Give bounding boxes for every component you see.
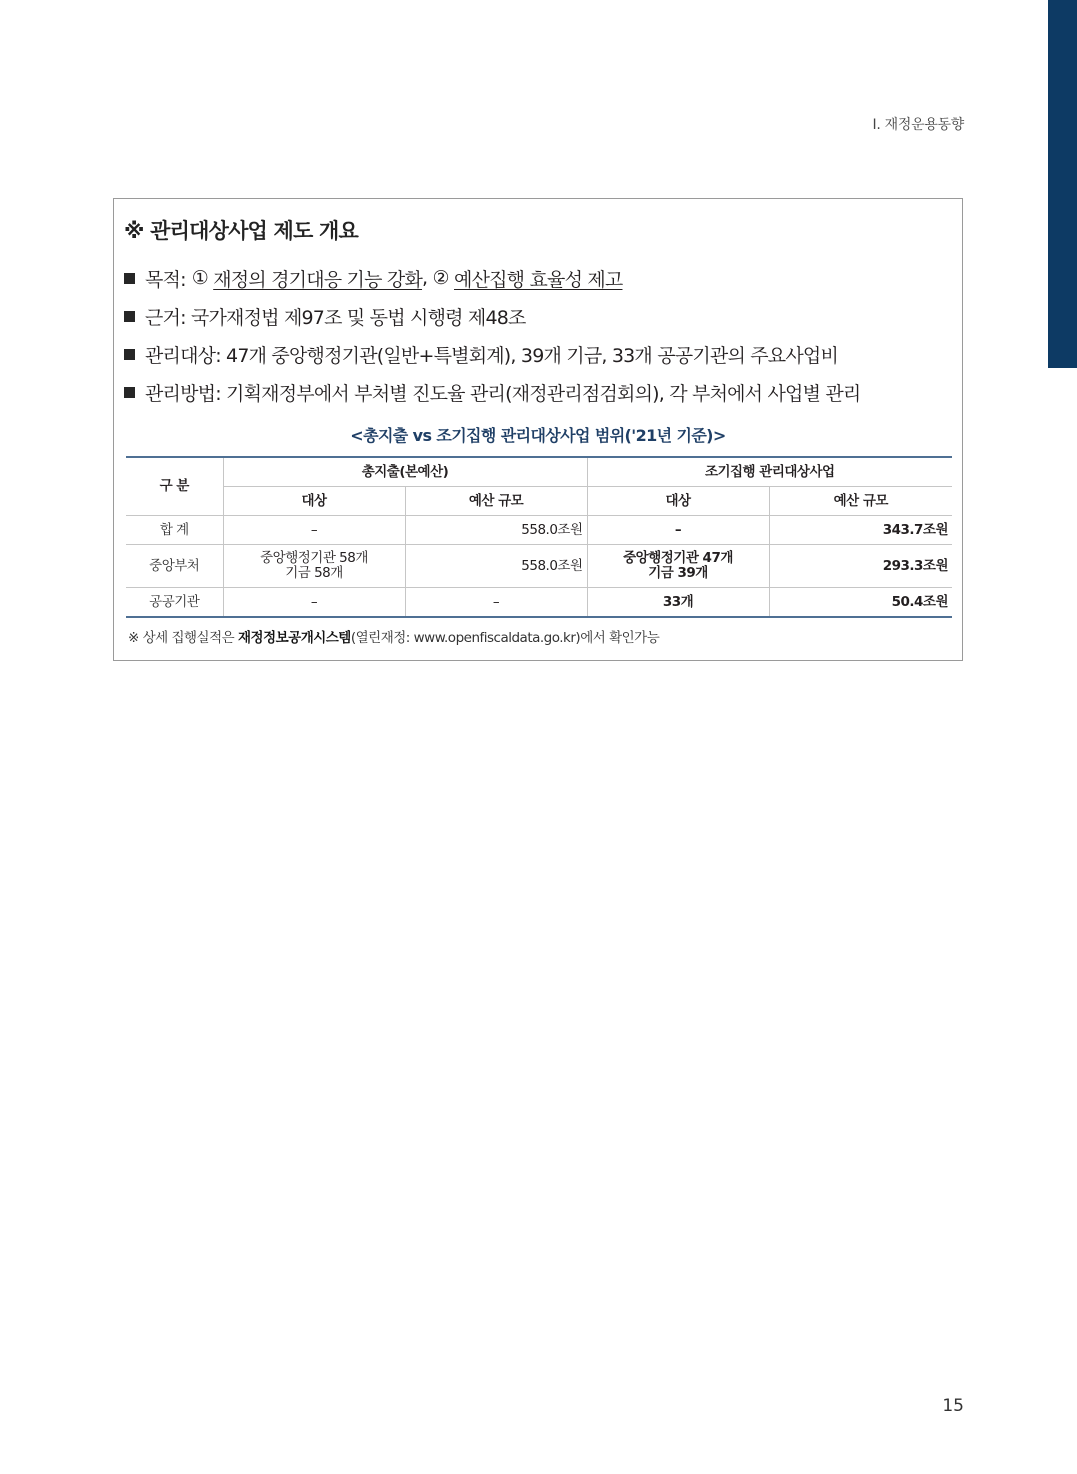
purpose-1: 재정의 경기대응 기능 강화	[213, 268, 423, 291]
table-cell: 343.7조원	[769, 516, 952, 545]
header-budget-1: 예산 규모	[405, 487, 587, 516]
table-cell: 293.3조원	[769, 545, 952, 588]
cell-line: 기금 58개	[285, 565, 343, 581]
footnote	[128, 626, 659, 646]
table-cell: 50.4조원	[769, 588, 952, 618]
table-cell: 558.0조원	[405, 516, 587, 545]
purpose-2: 예산집행 효율성 제고	[454, 268, 623, 291]
chapter-side-tab	[1048, 0, 1077, 368]
bullet-text: 근거: 국가재정법 제97조 및 동법 시행령 제48조	[145, 306, 526, 329]
bullet-basis	[124, 297, 860, 335]
row-label: 공공기관	[126, 588, 223, 618]
table-cell: 558.0조원	[405, 545, 587, 588]
footnote-system-name: 재정정보공개시스템	[237, 630, 351, 646]
table-cell: –	[405, 588, 587, 618]
header-category: 구 분	[126, 457, 223, 516]
purpose-separator: ,	[422, 267, 428, 289]
overview-box	[113, 198, 963, 661]
footnote-suffix: (열린재정: www.openfiscaldata.go.kr)에서 확인가능	[350, 630, 660, 646]
bullet-targets	[124, 335, 860, 373]
header-target-1: 대상	[223, 487, 405, 516]
bullet-text: 관리대상: 47개 중앙행정기관(일반+특별회계), 39개 기금, 33개 공공기관의 주요사업비	[145, 344, 839, 367]
header-budget-2: 예산 규모	[769, 487, 952, 516]
bullet-list	[124, 259, 860, 411]
square-bullet-icon	[124, 387, 135, 398]
bullet-text: 관리방법: 기획재정부에서 부처별 진도율 관리(재정관리점검회의), 각 부처에서 사업별 관리	[145, 382, 861, 405]
table-cell: 33개	[587, 588, 769, 618]
running-header: Ⅰ. 재정운용동향	[872, 117, 964, 133]
row-label: 중앙부처	[126, 545, 223, 588]
cell-line: 중앙행정기관 47개	[623, 550, 733, 566]
circled-number-2: ②	[432, 267, 449, 289]
bullet-label: 목적:	[145, 268, 186, 291]
box-title: ※ 관리대상사업 제도 개요	[124, 219, 359, 243]
page-number: 15	[942, 1396, 964, 1416]
header-early-execution: 조기집행 관리대상사업	[587, 457, 952, 487]
table-subheader-row	[126, 487, 952, 516]
square-bullet-icon	[124, 273, 135, 284]
square-bullet-icon	[124, 349, 135, 360]
table-caption: <총지출 vs 조기집행 관리대상사업 범위('21년 기준)>	[350, 426, 726, 445]
table-cell: –	[223, 516, 405, 545]
bullet-purpose	[124, 259, 860, 297]
header-target-2: 대상	[587, 487, 769, 516]
table-row	[126, 545, 952, 588]
table-cell	[587, 545, 769, 588]
table-row	[126, 516, 952, 545]
table-cell	[223, 545, 405, 588]
row-label: 합 계	[126, 516, 223, 545]
bullet-method	[124, 373, 860, 411]
table-header-row	[126, 457, 952, 487]
table-cell: –	[587, 516, 769, 545]
cell-line: 중앙행정기관 58개	[260, 550, 368, 566]
table-cell: –	[223, 588, 405, 618]
header-total-expenditure: 총지출(본예산)	[223, 457, 587, 487]
square-bullet-icon	[124, 311, 135, 322]
footnote-prefix: ※ 상세 집행실적은	[128, 630, 238, 646]
scope-comparison-table	[126, 456, 952, 618]
circled-number-1: ①	[191, 267, 208, 289]
cell-line: 기금 39개	[648, 565, 708, 581]
table-row	[126, 588, 952, 618]
